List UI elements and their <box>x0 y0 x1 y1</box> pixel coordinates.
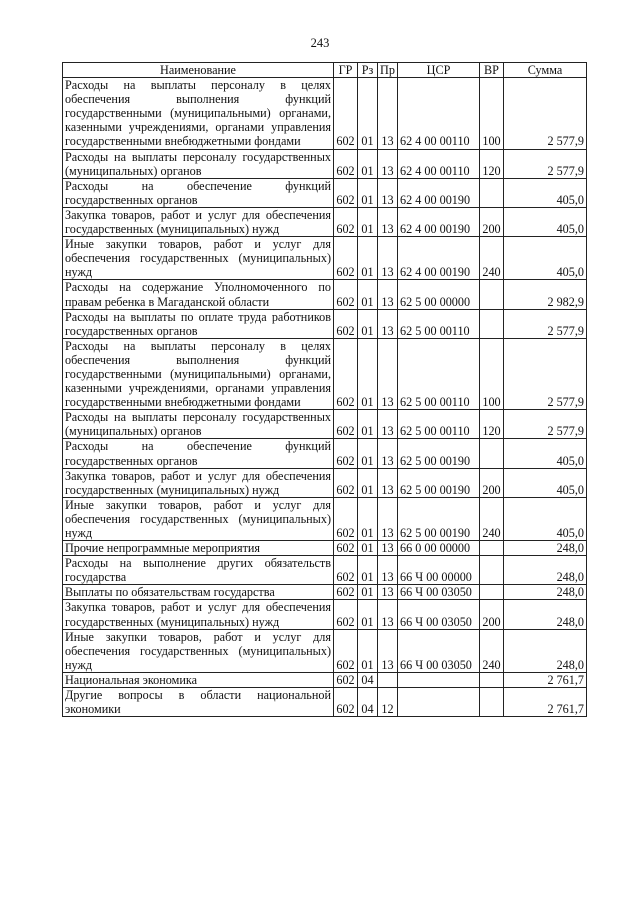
table-row <box>63 497 587 540</box>
row-csr: 62 4 00 00190 <box>398 237 480 280</box>
row-name: Выплаты по обязательствам государства <box>63 585 334 600</box>
table-row <box>63 78 587 149</box>
row-gr: 602 <box>334 541 358 556</box>
row-name: Расходы на выплаты персоналу государственных (муниципальных) органов <box>63 410 334 439</box>
row-name: Прочие непрограммные мероприятия <box>63 541 334 556</box>
row-pr: 13 <box>378 78 398 149</box>
row-csr: 62 5 00 00110 <box>398 410 480 439</box>
row-gr: 602 <box>334 672 358 687</box>
row-rz: 01 <box>358 280 378 309</box>
row-pr: 13 <box>378 237 398 280</box>
row-vr <box>480 309 504 338</box>
row-pr: 13 <box>378 149 398 178</box>
row-sum: 2 577,9 <box>504 78 587 149</box>
row-rz: 01 <box>358 78 378 149</box>
row-pr: 13 <box>378 556 398 585</box>
table-row <box>63 178 587 207</box>
row-csr: 66 Ч 00 03050 <box>398 585 480 600</box>
row-vr: 200 <box>480 468 504 497</box>
row-csr: 62 4 00 00110 <box>398 78 480 149</box>
table-row <box>63 629 587 672</box>
row-rz: 01 <box>358 556 378 585</box>
row-csr: 62 4 00 00190 <box>398 207 480 236</box>
row-sum: 2 761,7 <box>504 672 587 687</box>
row-csr: 66 Ч 00 03050 <box>398 629 480 672</box>
header-pr: Пр <box>378 63 398 78</box>
row-sum: 248,0 <box>504 541 587 556</box>
row-vr: 100 <box>480 338 504 409</box>
row-pr: 13 <box>378 585 398 600</box>
budget-table <box>62 62 587 717</box>
row-sum: 248,0 <box>504 556 587 585</box>
row-name: Расходы на обеспечение функций государственных органов <box>63 439 334 468</box>
row-rz: 01 <box>358 149 378 178</box>
header-sum: Сумма <box>504 63 587 78</box>
row-gr: 602 <box>334 280 358 309</box>
row-csr: 62 5 00 00190 <box>398 468 480 497</box>
row-gr: 602 <box>334 439 358 468</box>
table-row <box>63 237 587 280</box>
row-sum: 405,0 <box>504 439 587 468</box>
row-sum: 248,0 <box>504 585 587 600</box>
row-csr: 62 5 00 00190 <box>398 439 480 468</box>
row-rz: 01 <box>358 338 378 409</box>
row-gr: 602 <box>334 338 358 409</box>
row-name: Иные закупки товаров, работ и услуг для обеспечения государственных (муниципальных) нужд <box>63 629 334 672</box>
row-pr: 13 <box>378 497 398 540</box>
row-pr: 13 <box>378 309 398 338</box>
row-csr: 66 Ч 00 03050 <box>398 600 480 629</box>
row-csr: 66 0 00 00000 <box>398 541 480 556</box>
row-pr: 13 <box>378 600 398 629</box>
row-csr: 62 5 00 00110 <box>398 338 480 409</box>
row-rz: 01 <box>358 207 378 236</box>
row-gr: 602 <box>334 688 358 717</box>
header-gr: ГР <box>334 63 358 78</box>
table-row <box>63 149 587 178</box>
row-pr: 12 <box>378 688 398 717</box>
row-vr <box>480 585 504 600</box>
row-sum: 248,0 <box>504 600 587 629</box>
header-csr: ЦСР <box>398 63 480 78</box>
row-vr <box>480 280 504 309</box>
row-vr: 120 <box>480 149 504 178</box>
row-name: Национальная экономика <box>63 672 334 687</box>
row-vr <box>480 541 504 556</box>
row-rz: 04 <box>358 688 378 717</box>
row-pr: 13 <box>378 468 398 497</box>
row-sum: 2 982,9 <box>504 280 587 309</box>
row-sum: 2 761,7 <box>504 688 587 717</box>
row-sum: 2 577,9 <box>504 309 587 338</box>
row-name: Другие вопросы в области национальной экономики <box>63 688 334 717</box>
row-rz: 01 <box>358 600 378 629</box>
row-rz: 01 <box>358 468 378 497</box>
row-rz: 01 <box>358 439 378 468</box>
row-rz: 01 <box>358 497 378 540</box>
table-row <box>63 410 587 439</box>
row-name: Закупка товаров, работ и услуг для обеспечения государственных (муниципальных) нужд <box>63 207 334 236</box>
table-row <box>63 309 587 338</box>
row-rz: 01 <box>358 585 378 600</box>
row-gr: 602 <box>334 309 358 338</box>
row-rz: 01 <box>358 629 378 672</box>
header-vr: ВР <box>480 63 504 78</box>
row-rz: 01 <box>358 541 378 556</box>
row-gr: 602 <box>334 600 358 629</box>
page-number: 243 <box>310 36 330 50</box>
row-vr: 120 <box>480 410 504 439</box>
row-name: Расходы на выполнение других обязательств государства <box>63 556 334 585</box>
row-name: Расходы на обеспечение функций государственных органов <box>63 178 334 207</box>
table-row <box>63 207 587 236</box>
row-sum: 248,0 <box>504 629 587 672</box>
row-vr <box>480 439 504 468</box>
row-vr <box>480 672 504 687</box>
row-sum: 405,0 <box>504 497 587 540</box>
row-vr: 100 <box>480 78 504 149</box>
row-pr: 13 <box>378 439 398 468</box>
row-rz: 01 <box>358 237 378 280</box>
row-name: Расходы на выплаты по оплате труда работников государственных органов <box>63 309 334 338</box>
table-row <box>63 541 587 556</box>
row-pr: 13 <box>378 207 398 236</box>
row-sum: 405,0 <box>504 178 587 207</box>
row-csr: 62 5 00 00190 <box>398 497 480 540</box>
table-row <box>63 280 587 309</box>
table-header-row <box>63 63 587 78</box>
table-row <box>63 468 587 497</box>
row-name: Иные закупки товаров, работ и услуг для обеспечения государственных (муниципальных) нужд <box>63 237 334 280</box>
row-sum: 2 577,9 <box>504 410 587 439</box>
row-sum: 2 577,9 <box>504 338 587 409</box>
row-sum: 405,0 <box>504 468 587 497</box>
row-csr: 66 Ч 00 00000 <box>398 556 480 585</box>
row-pr: 13 <box>378 410 398 439</box>
row-csr: 62 4 00 00190 <box>398 178 480 207</box>
row-vr: 200 <box>480 207 504 236</box>
row-rz: 01 <box>358 309 378 338</box>
row-gr: 602 <box>334 78 358 149</box>
row-vr: 240 <box>480 629 504 672</box>
table-row <box>63 338 587 409</box>
row-name: Расходы на выплаты персоналу в целях обеспечения выполнения функций государственными (муниципальными) органами, казенными учреждениями, органами управления государственными внебюджетными фондами <box>63 338 334 409</box>
row-gr: 602 <box>334 497 358 540</box>
row-gr: 602 <box>334 149 358 178</box>
table-row <box>63 439 587 468</box>
row-name: Расходы на содержание Уполномоченного по правам ребенка в Магаданской области <box>63 280 334 309</box>
row-csr: 62 4 00 00110 <box>398 149 480 178</box>
table-row <box>63 585 587 600</box>
row-csr <box>398 672 480 687</box>
table-row <box>63 688 587 717</box>
row-sum: 405,0 <box>504 237 587 280</box>
row-pr: 13 <box>378 338 398 409</box>
row-rz: 01 <box>358 410 378 439</box>
row-sum: 2 577,9 <box>504 149 587 178</box>
row-pr: 13 <box>378 629 398 672</box>
row-vr <box>480 688 504 717</box>
row-gr: 602 <box>334 468 358 497</box>
row-name: Иные закупки товаров, работ и услуг для обеспечения государственных (муниципальных) нужд <box>63 497 334 540</box>
row-vr <box>480 556 504 585</box>
row-gr: 602 <box>334 629 358 672</box>
row-gr: 602 <box>334 410 358 439</box>
table-row <box>63 556 587 585</box>
row-name: Расходы на выплаты персоналу в целях обеспечения выполнения функций государственными (муниципальными) органами, казенными учреждениями, органами управления государственными внебюджетными фондами <box>63 78 334 149</box>
row-pr: 13 <box>378 541 398 556</box>
row-gr: 602 <box>334 207 358 236</box>
row-pr: 13 <box>378 178 398 207</box>
row-pr: 13 <box>378 280 398 309</box>
row-rz: 01 <box>358 178 378 207</box>
row-csr: 62 5 00 00110 <box>398 309 480 338</box>
row-pr <box>378 672 398 687</box>
row-rz: 04 <box>358 672 378 687</box>
row-name: Расходы на выплаты персоналу государственных (муниципальных) органов <box>63 149 334 178</box>
table-body <box>63 78 587 717</box>
row-gr: 602 <box>334 585 358 600</box>
header-name: Наименование <box>63 63 334 78</box>
row-vr: 200 <box>480 600 504 629</box>
row-name: Закупка товаров, работ и услуг для обеспечения государственных (муниципальных) нужд <box>63 468 334 497</box>
table-row <box>63 672 587 687</box>
row-name: Закупка товаров, работ и услуг для обеспечения государственных (муниципальных) нужд <box>63 600 334 629</box>
row-gr: 602 <box>334 556 358 585</box>
header-rz: Рз <box>358 63 378 78</box>
table-row <box>63 600 587 629</box>
row-csr <box>398 688 480 717</box>
row-gr: 602 <box>334 237 358 280</box>
row-sum: 405,0 <box>504 207 587 236</box>
row-gr: 602 <box>334 178 358 207</box>
row-csr: 62 5 00 00000 <box>398 280 480 309</box>
row-vr: 240 <box>480 237 504 280</box>
row-vr <box>480 178 504 207</box>
row-vr: 240 <box>480 497 504 540</box>
